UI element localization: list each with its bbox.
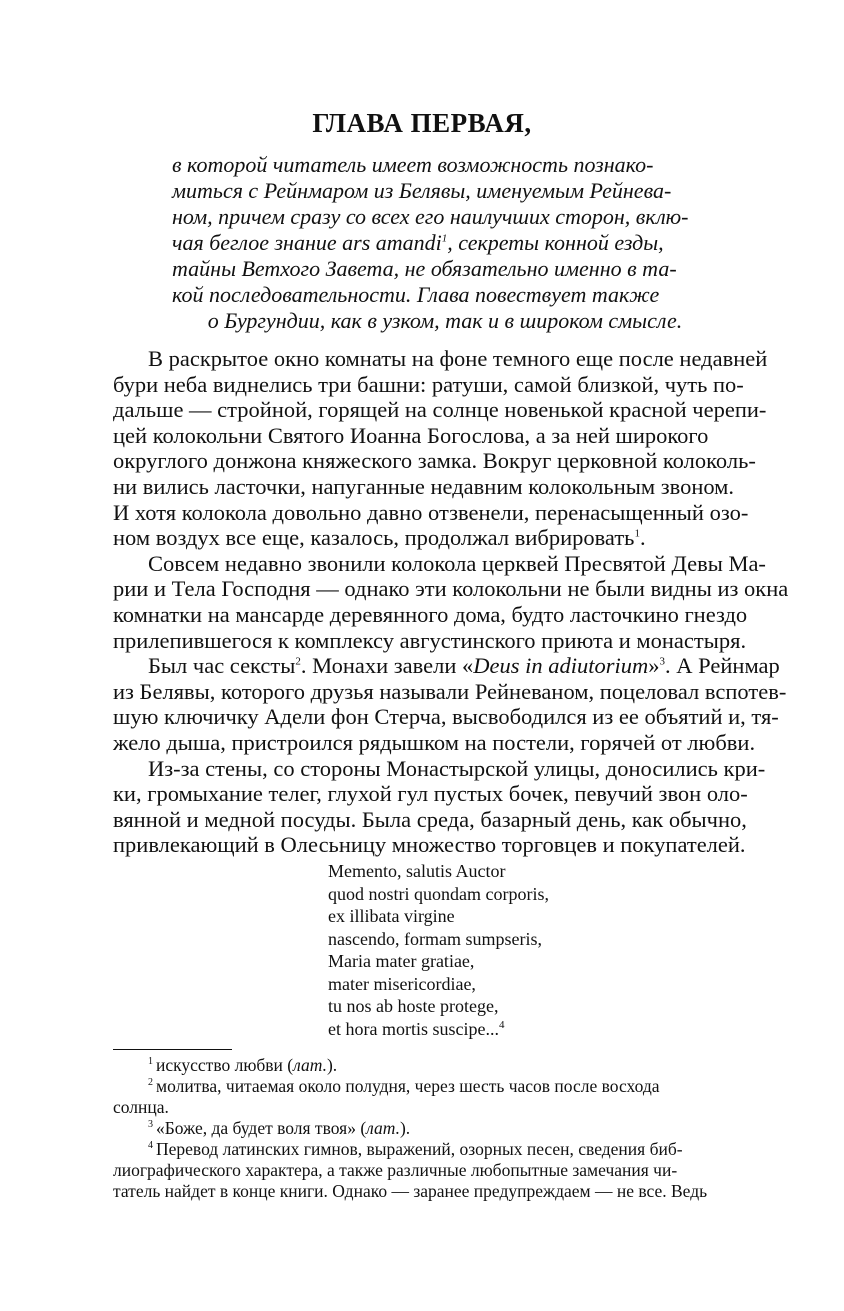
body-text: комнатки на мансарде деревянного дома, будто ласточкино гнездо: [113, 601, 748, 627]
footnote-ref[interactable]: 3: [659, 655, 666, 668]
footnote-ref[interactable]: 2: [295, 655, 301, 668]
chapter-body: [113, 346, 789, 858]
footnote-text: татель найдет в конце книги. Однако — заранее предупреждаем — не все. Ведь: [113, 1181, 708, 1201]
body-line: [113, 423, 761, 449]
body-text: Из-за стены, со стороны Монастырской улицы, доносились кри-: [148, 755, 766, 781]
chapter-epigraph: [172, 152, 718, 334]
epigraph-line: [172, 230, 718, 256]
body-line: [113, 653, 780, 679]
latin-hymn: [328, 860, 549, 1040]
epigraph-text: ном, причем сразу со всех его наилучших сторон, вклю-: [172, 204, 689, 229]
footnotes: [113, 1055, 761, 1202]
body-text: вянной и медной посуды. Была среда, базарный день, как обычно,: [113, 806, 747, 832]
epigraph-line: [172, 282, 718, 308]
epigraph-text-part: , секреты конной езды,: [447, 230, 664, 255]
body-line: [113, 755, 766, 782]
body-text: [148, 653, 780, 679]
footnote-text-part: ).: [399, 1118, 411, 1138]
footnote-text-part: искусство любви (: [156, 1055, 294, 1075]
epigraph-text: [172, 230, 664, 256]
epigraph-text: кой последовательности. Глава повествует также: [172, 282, 660, 307]
footnote-number: 4: [148, 1140, 153, 1152]
body-text: ни вились ласточки, напуганные недавним колокольным звоном.: [113, 473, 735, 499]
epigraph-line: [172, 256, 718, 282]
body-line: [113, 448, 761, 474]
body-line: [113, 628, 761, 654]
hymn-line: Memento, salutis Auctor: [328, 861, 506, 881]
footnote-4-cont: [113, 1160, 761, 1181]
footnote-1: [113, 1055, 761, 1076]
footnote-number: 3: [148, 1119, 153, 1131]
footnote-italic: лат.: [366, 1118, 400, 1138]
footnote-ref[interactable]: 1: [441, 232, 448, 245]
footnote-text: [148, 1076, 660, 1097]
footnote-text: [148, 1055, 337, 1076]
chapter-title: ГЛАВА ПЕРВАЯ,: [312, 108, 532, 138]
epigraph-line: [172, 204, 718, 230]
hymn-line: ex illibata virgine: [328, 906, 455, 926]
body-line: [113, 832, 761, 858]
body-line: [113, 781, 761, 807]
footnote-ref[interactable]: 4: [498, 1018, 505, 1031]
hymn-line: tu nos ab hoste protege,: [328, 996, 499, 1016]
body-line: [113, 678, 787, 705]
footnote-2-cont: [113, 1097, 761, 1118]
epigraph-text: миться с Рейнмаром из Белявы, именуемым Рейнева-: [172, 178, 672, 203]
epigraph-line: [172, 152, 718, 178]
body-text: прилепившегося к комплексу августинского приюта и монастыря.: [113, 627, 747, 653]
body-line: [113, 576, 789, 602]
epigraph-line: [172, 308, 718, 334]
body-text: бури неба виднелись три башни: ратуши, самой близкой, чуть по-: [113, 371, 744, 397]
footnote-2: [113, 1076, 761, 1097]
footnote-text: [148, 1118, 410, 1139]
footnote-text-part: Перевод латинских гимнов, выражений, озорных песен, сведения биб-: [156, 1139, 683, 1159]
body-text: жело дыша, пристроился рядышком на постели, горячей от любви.: [113, 729, 756, 755]
body-text: цей колокольни Святого Иоанна Богослова, а за ней широкого: [113, 422, 709, 448]
footnote-text-part: ).: [326, 1055, 338, 1075]
body-text-part: .: [639, 525, 646, 551]
epigraph-text-part: чая беглое знание ars amandi: [172, 230, 442, 255]
body-text: дальше — стройной, горящей на солнце новенькой красной черепи-: [113, 397, 767, 423]
body-text: Совсем недавно звонили колокола церквей Пресвятой Девы Ма-: [148, 550, 766, 576]
body-text: ки, громыхание телег, глухой гул пустых бочек, певучий звон оло-: [113, 781, 748, 807]
hymn-line-text: et hora mortis suscipe...: [328, 1018, 499, 1039]
body-text-part: »: [648, 653, 660, 679]
body-line: [113, 474, 761, 500]
footnote-4-cont: [113, 1181, 761, 1202]
body-text: привлекающий в Олесьницу множество торговцев и покупателей.: [113, 832, 746, 858]
body-line: [113, 397, 767, 423]
body-line: [113, 372, 761, 398]
body-line: [113, 346, 768, 372]
hymn-line: [328, 1018, 549, 1041]
body-text: В раскрытое окно комнаты на фоне темного еще после недавней: [148, 346, 768, 371]
body-text-part: . Монахи завели «: [300, 653, 474, 679]
hymn-line: nascendo, formam sumpseris,: [328, 928, 542, 949]
body-text: [113, 525, 646, 551]
body-line: [113, 602, 761, 628]
body-text: рии и Тела Господня — однако эти колокольни не были видны из окна: [113, 576, 789, 602]
body-line: [113, 704, 779, 730]
body-line: [113, 807, 761, 833]
body-text: округлого донжона княжеского замка. Вокруг церковной колоколь-: [113, 448, 756, 474]
footnote-text-part: молитва, читаемая около полудня, через шесть часов после восхода: [156, 1076, 660, 1096]
hymn-line: quod nostri quondam corporis,: [328, 883, 549, 904]
footnote-text: солнца.: [113, 1097, 169, 1117]
epigraph-line: [172, 178, 718, 204]
footnote-italic: лат.: [293, 1055, 327, 1075]
footnote-text: [148, 1139, 683, 1160]
footnote-4: [113, 1139, 761, 1160]
footnote-text-part: «Боже, да будет воля твоя» (: [156, 1118, 367, 1138]
body-text: И хотя колокола довольно давно отзвенели, перенасыщенный озо-: [113, 499, 749, 525]
footnote-ref[interactable]: 1: [634, 527, 640, 540]
epigraph-text: о Бургундии, как в узком, так и в широком смысле.: [207, 308, 683, 333]
epigraph-text: тайны Ветхого Завета, не обязательно именно в та-: [172, 256, 677, 281]
body-line: [113, 550, 766, 577]
body-text-part: . А Рейнмар: [665, 653, 780, 679]
latin-phrase: Deus in adiutorium: [473, 653, 649, 679]
body-text-part: Был час сексты: [148, 653, 296, 679]
epigraph-text: в которой читатель имеет возможность познако-: [172, 152, 654, 177]
body-text: шую ключичку Адели фон Стерча, высвободился из ее объятий и, тя-: [113, 704, 779, 730]
footnote-number: 2: [148, 1077, 153, 1089]
body-line: [113, 730, 761, 756]
footnote-divider: [113, 1049, 232, 1050]
body-text: из Белявы, которого друзья называли Рейневаном, поцеловал вспотев-: [113, 678, 787, 704]
footnote-number: 1: [148, 1056, 153, 1068]
body-text-part: ном воздух все еще, казалось, продолжал вибрировать: [113, 525, 635, 551]
body-line: [113, 525, 761, 551]
hymn-line: Maria mater gratiae,: [328, 951, 475, 971]
hymn-line: mater misericordiae,: [328, 973, 476, 994]
footnote-text: лиографического характера, а также различные любопытные замечания чи-: [113, 1160, 678, 1180]
footnote-3: [113, 1118, 761, 1139]
body-line: [113, 500, 761, 526]
